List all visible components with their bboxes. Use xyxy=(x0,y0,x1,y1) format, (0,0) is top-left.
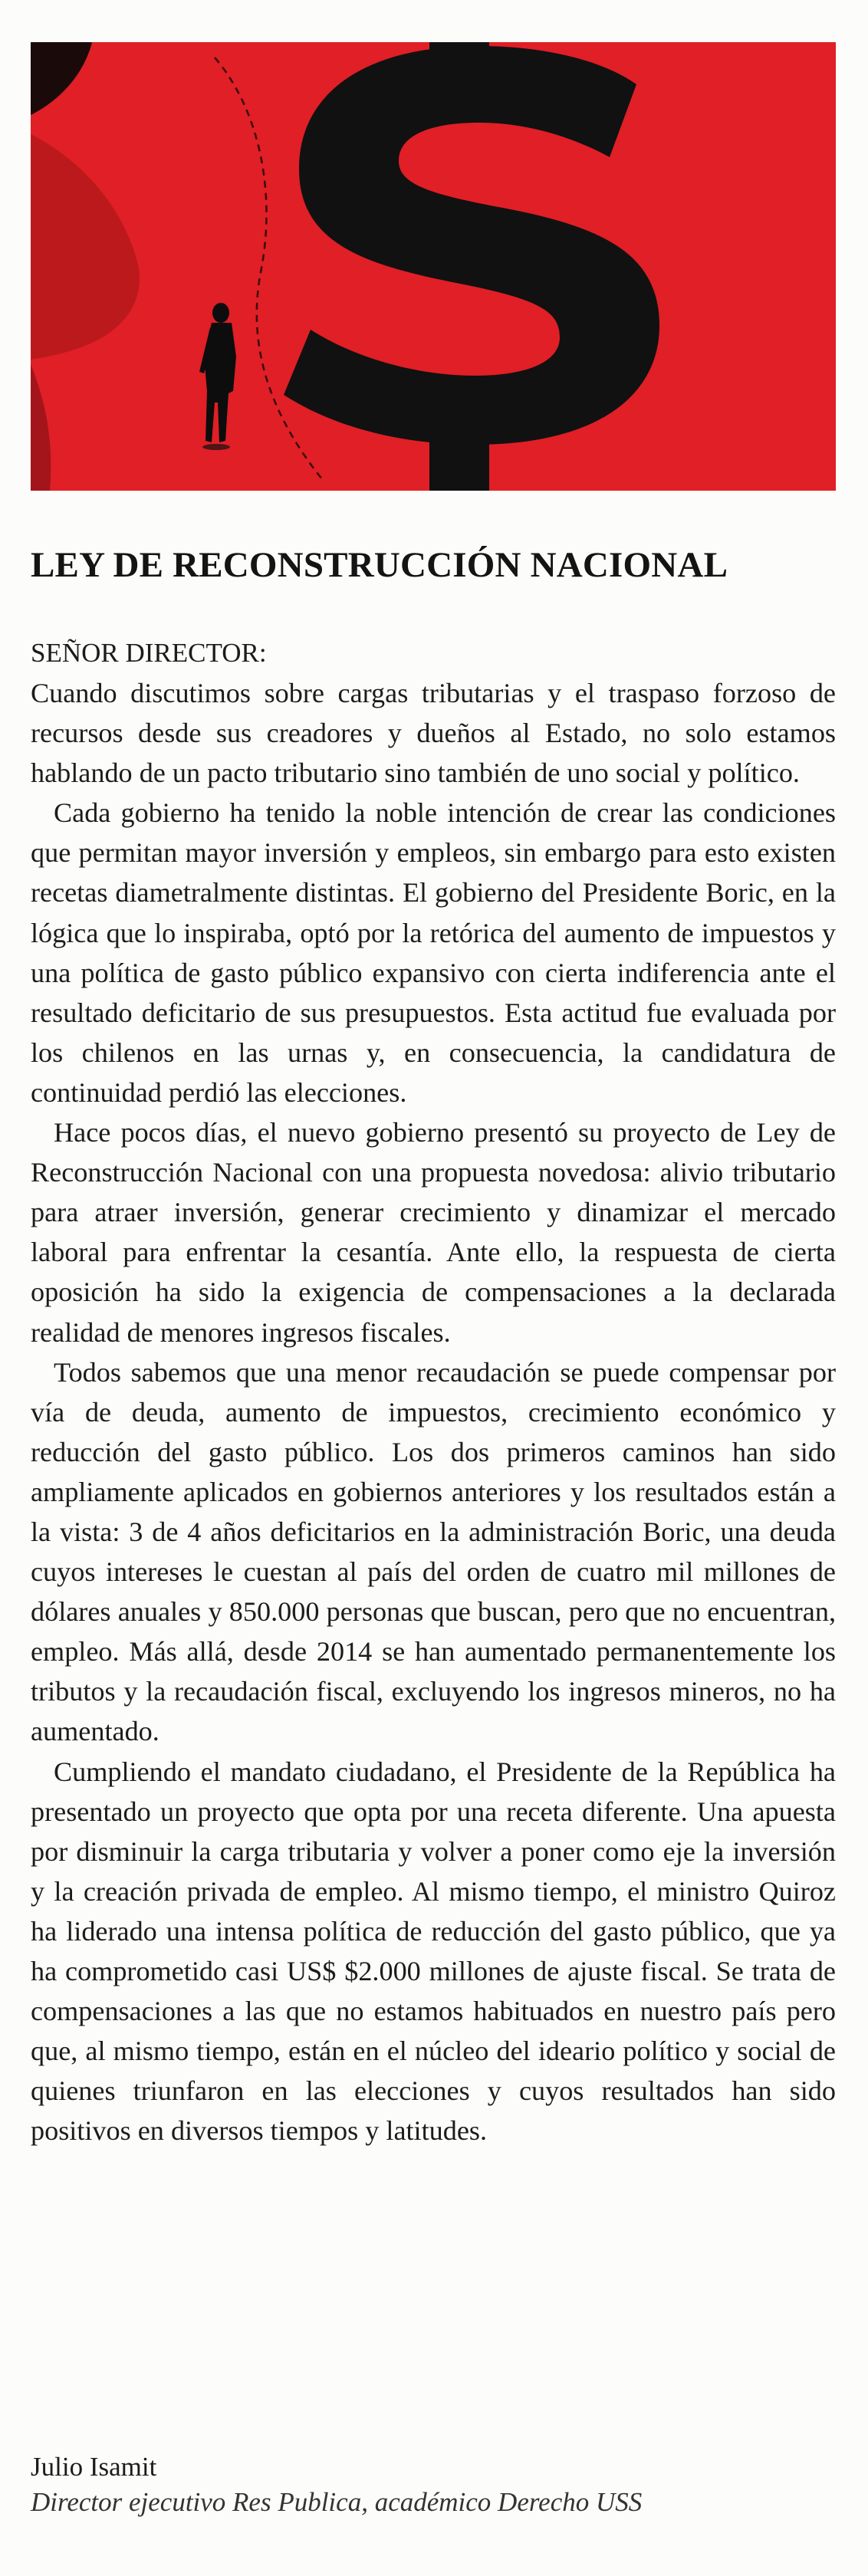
letter-paragraphs xyxy=(31,673,836,2150)
signature-block xyxy=(31,2450,836,2520)
paragraph: Hace pocos días, el nuevo gobierno presentó su proyecto de Ley de Reconstrucción Nacional con una propuesta novedosa: alivio tributario para atraer inversión, generar crecimiento y dinamizar el mercado laboral para enfrentar la cesantía. Ante ello, la respuesta de cierta oposición ha sido la exigencia de compensaciones a la declarada realidad de menores ingresos fiscales. xyxy=(31,1117,836,1348)
salutation: SEÑOR DIRECTOR: xyxy=(31,638,267,668)
author-name: Julio Isamit xyxy=(31,2452,157,2482)
paragraph: Todos sabemos que una menor recaudación se puede compensar por vía de deuda, aumento de impuestos, crecimiento económico y reducción del gasto público. Los dos primeros caminos han sido ampliamente aplicados en gobiernos anteriores y los resultados están a la vista: 3 de 4 años deficitarios en la administración Boric, una deuda cuyos intereses le cuestan al país del orden de cuatro mil millones de dólares anuales y 850.000 personas que buscan, pero que no encuentran, empleo. Más allá, desde 2014 se han aumentado permanentemente los tributos y la recaudación fiscal, excluyendo los ingresos mineros, no ha aumentado. xyxy=(31,1356,836,1747)
article-headline: LEY DE RECONSTRUCCIÓN NACIONAL xyxy=(31,545,728,585)
paragraph: Cumpliendo el mandato ciudadano, el Presidente de la República ha presentado un proyecto que opta por una receta diferente. Una apuesta por disminuir la carga tributaria y volver a poner como eje la inversión y la creación privada de empleo. Al mismo tiempo, el ministro Quiroz ha liderado una intensa política de reducción del gasto público, que ya ha comprometido casi US$ $2.000 millones de ajuste fiscal. Se trata de compensaciones a las que no estamos habituados en nuestro país pero que, al mismo tiempo, están en el núcleo del ideario político y social de quienes triunfaron en las elecciones y cuyos resultados han sido positivos en diversos tiempos y latitudes. xyxy=(31,1756,836,2147)
paragraph: Cuando discutimos sobre cargas tributarias y el traspaso forzoso de recursos desde sus creadores y dueños al Estado, no solo estamos hablando de un pacto tributario sino también de uno social y político. xyxy=(31,678,836,789)
author-role: Director ejecutivo Res Publica, académico Derecho USS xyxy=(31,2487,643,2517)
article-illustration xyxy=(31,42,836,491)
dollar-silhouette-illustration xyxy=(31,42,836,491)
letter-body xyxy=(31,633,836,2150)
paragraph: Cada gobierno ha tenido la noble intención de crear las condiciones que permitan mayor inversión y empleos, sin embargo para esto existen recetas diametralmente distintas. El gobierno del Presidente Boric, en la lógica que lo inspiraba, optó por la retórica del aumento de impuestos y una política de gasto público expansivo con cierta indiferencia ante el resultado deficitario de sus presupuestos. Esta actitud fue evaluada por los chilenos en las urnas y, en consecuencia, la candidatura de continuidad perdió las elecciones. xyxy=(31,797,836,1108)
